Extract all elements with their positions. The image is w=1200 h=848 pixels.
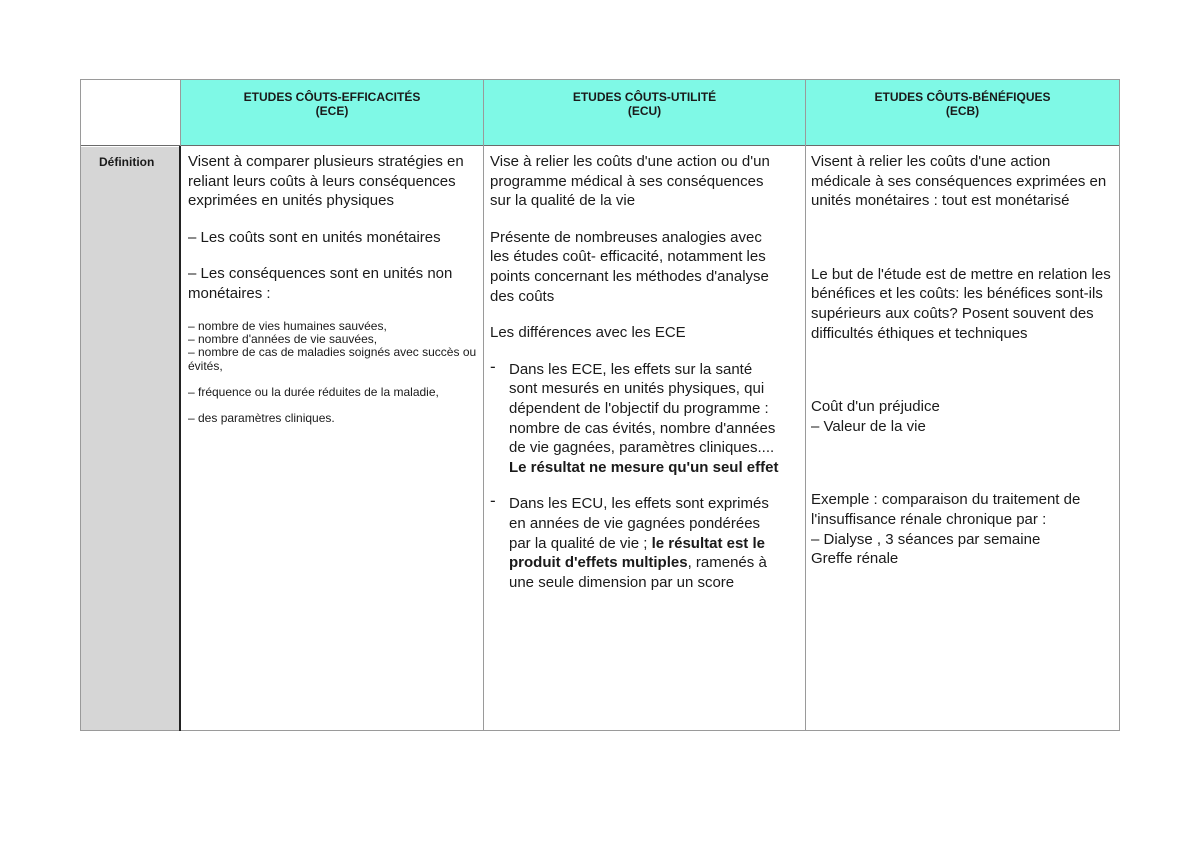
cell-ecb-definition bbox=[811, 152, 1111, 569]
ecb-paragraph-2: Le but de l'étude est de mettre en relation les bénéfices et les coûts: les bénéfices sont-ils supérieurs aux coûts? Posent souvent des difficultés éthiques et techniques bbox=[811, 265, 1111, 342]
cell-ecu-definition bbox=[490, 152, 782, 592]
ece-paragraph-2: – Les coûts sont en unités monétaires bbox=[188, 228, 441, 246]
ecb-paragraph-3b: – Valeur de la vie bbox=[811, 417, 926, 435]
header-ecu-abbr: (ECU) bbox=[627, 104, 662, 118]
ecb-paragraph-1: Visent à relier les coûts d'une action médicale à ses conséquences exprimées en unités monétaires : tout est monétarisé bbox=[811, 153, 1107, 210]
header-ecb bbox=[806, 90, 1119, 118]
ece-list-item: – fréquence ou la durée réduites de la maladie, bbox=[188, 384, 439, 399]
ecb-paragraph-4c: Greffe rénale bbox=[811, 550, 899, 568]
dash-bullet: - bbox=[490, 491, 496, 511]
dash-bullet: - bbox=[490, 356, 496, 376]
cell-ece-definition bbox=[188, 152, 480, 425]
ece-list-item: – nombre de vies humaines sauvées, bbox=[188, 318, 387, 333]
ecu-list-item-2: - Dans les ECU, les effets sont exprimés en années de vie gagnées pondérées par la qualité de vie ; le résultat est le produit d'effets multiples, ramenés à une seule dimension par un score bbox=[490, 491, 769, 591]
ecu-paragraph-2: Présente de nombreuses analogies avec les études coût- efficacité, notamment les points concernant les méthodes d'analyse des coûts bbox=[490, 228, 769, 305]
header-ecu-title: ETUDES CÔUTS-UTILITÉ bbox=[572, 90, 717, 104]
ece-paragraph-3: – Les conséquences sont en unités non monétaires : bbox=[188, 265, 453, 302]
ece-list-item: – nombre de cas de maladies soignés avec succès ou évités, bbox=[188, 344, 477, 373]
header-ece-title: ETUDES CÔUTS-EFFICACITÉS bbox=[243, 90, 421, 104]
ecb-paragraph-4b: – Dialyse , 3 séances par semaine bbox=[811, 530, 1041, 548]
ece-paragraph-1: Visent à comparer plusieurs stratégies en reliant leurs coûts à leurs conséquences exprimées en unités physiques bbox=[188, 153, 464, 210]
ecb-paragraph-3a: Coût d'un préjudice bbox=[811, 398, 940, 416]
ecu-paragraph-3: Les différences avec les ECE bbox=[490, 324, 686, 342]
header-ecu bbox=[484, 90, 805, 118]
ecu-paragraph-1: Vise à relier les coûts d'une action ou d'un programme médical à ses conséquences sur la qualité de la vie bbox=[490, 153, 770, 210]
header-ecb-abbr: (ECB) bbox=[945, 104, 980, 118]
comparison-table bbox=[80, 79, 1120, 731]
ecb-paragraph-4a: Exemple : comparaison du traitement de l'insuffisance rénale chronique par : bbox=[811, 491, 1081, 528]
header-ece-abbr: (ECE) bbox=[315, 104, 349, 118]
row-label-definition: Définition bbox=[99, 155, 155, 169]
row-label-bg bbox=[81, 147, 180, 730]
header-ece bbox=[181, 90, 483, 118]
ece-list-item: – des paramètres cliniques. bbox=[188, 410, 335, 425]
ece-list-item: – nombre d'années de vie sauvées, bbox=[188, 331, 378, 346]
ecu-list-item-1: - Dans les ECE, les effets sur la santé sont mesurés en unités physiques, qui dépendent de l'objectif du programme : nombre de cas évités, nombre d'années de vie gagnées, paramètres cliniques.... Le résultat ne mesure qu'un seul effet bbox=[490, 356, 779, 476]
header-ecb-title: ETUDES CÔUTS-BÉNÉFIQUES bbox=[874, 90, 1051, 104]
